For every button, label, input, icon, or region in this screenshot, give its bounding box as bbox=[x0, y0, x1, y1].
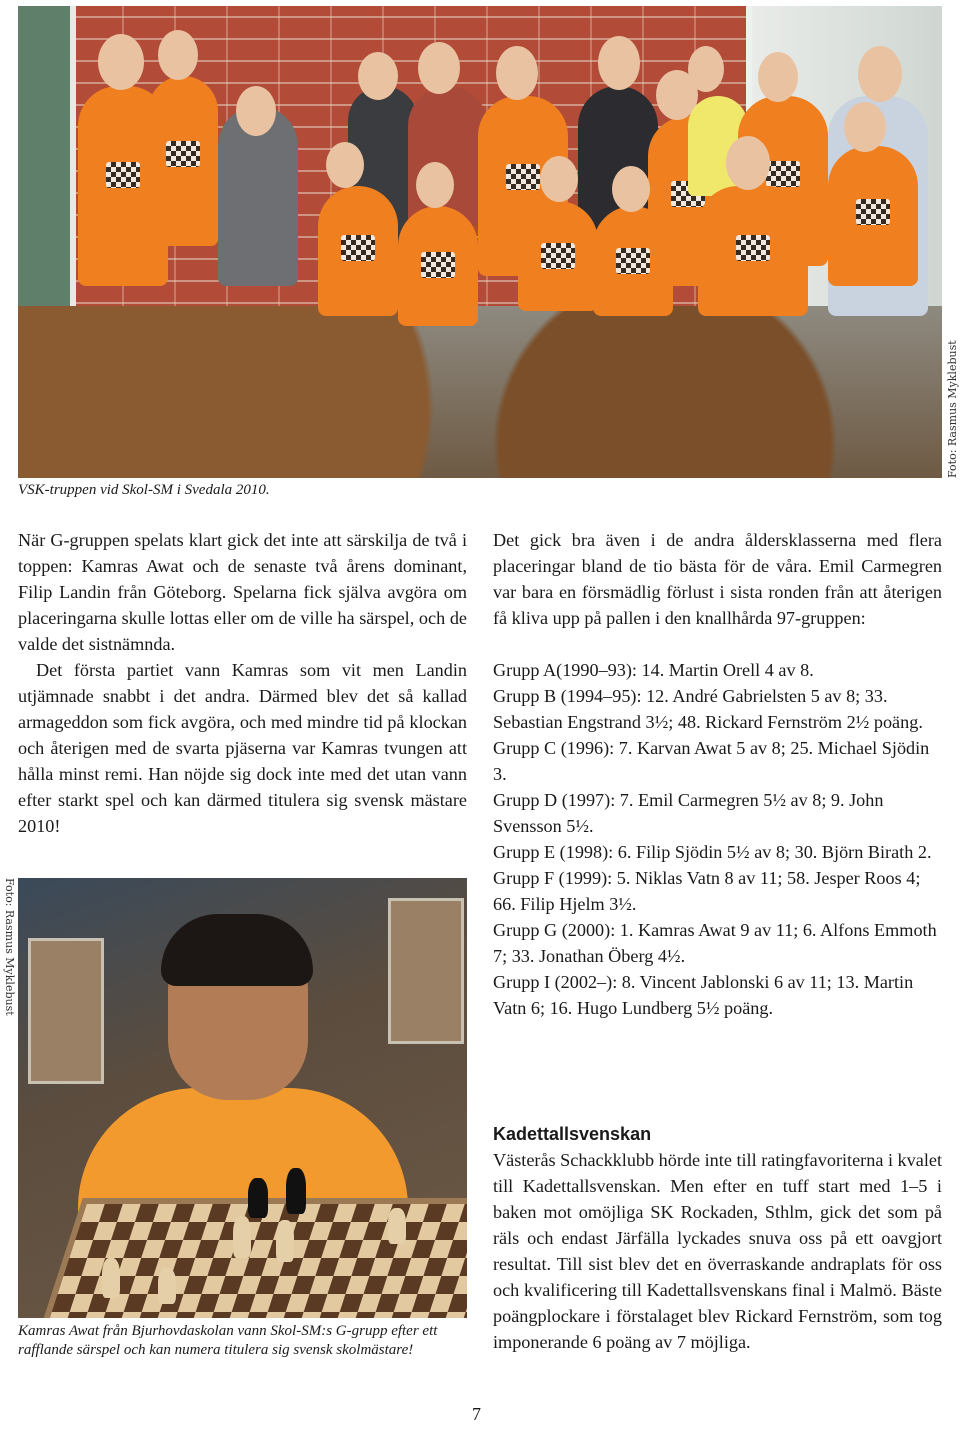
chess-piece bbox=[102, 1258, 120, 1298]
results-list bbox=[493, 657, 942, 1021]
chess-piece bbox=[286, 1168, 306, 1214]
leaf-covered-ground bbox=[18, 306, 942, 478]
right-article-column bbox=[493, 527, 942, 1021]
result-item: Grupp E (1998): 6. Filip Sjödin 5½ av 8; 30. Björn Birath 2. bbox=[493, 842, 932, 862]
person bbox=[828, 146, 918, 286]
person-head bbox=[726, 136, 770, 190]
person bbox=[318, 186, 398, 316]
article-paragraph: När G-gruppen spelats klart gick det inte att särskilja de två i toppen: Kamras Awat och de senaste två årens dominant, Filip Landin från Göteborg. Spelarna fick själva avgöra om placeringarna skulle lottas eller om de ville ha särspel, och de valde det sistnämnda. bbox=[18, 530, 467, 654]
person bbox=[698, 186, 808, 316]
chess-piece bbox=[233, 1216, 251, 1258]
chess-piece bbox=[158, 1268, 176, 1304]
section-heading: Kadettallsvenskan bbox=[493, 1124, 652, 1144]
chair bbox=[28, 938, 104, 1084]
person-head bbox=[858, 46, 902, 102]
person bbox=[148, 76, 218, 246]
person-head bbox=[598, 36, 640, 90]
person bbox=[518, 201, 598, 311]
kadett-section bbox=[493, 1124, 942, 1355]
person-head bbox=[98, 34, 144, 90]
section-paragraph: Västerås Schackklubb hörde inte till ratingfavoriterna i kvalet till Kadettallsvenskan. Men efter en tuff start med 1–5 i baken mot omöjliga SK Rockaden, Sthlm, gick det som på räls och endast Järfälla lyckades snuva oss på ett oavgjort resultat. Till sist blev det en överraskande andraplats för oss och kvalificering till Kadettallsvenskans final i Malmö. Bäste poängplockare i förstalaget blev Rickard Fernström, som tog imponerande 6 poäng av 7 möjliga. bbox=[493, 1150, 942, 1352]
person-head bbox=[540, 156, 578, 202]
photo-credit-top: Foto: Rasmus Myklebust bbox=[946, 340, 959, 478]
article-paragraph: Det första partiet vann Kamras som vit men Landin utjämnade snabbt i det andra. Därmed blev det så kallad armageddon som fick avgöra, och med mindre tid på klockan och återigen med de svarta pjäserna var Kamras tvungen att hålla minst remi. Han nöjde sig dock inte med det utan vann efter starkt spel och kan därmed titulera sig svensk mästare 2010! bbox=[18, 660, 467, 836]
photo-credit-bottom: Foto: Rasmus Myklebust bbox=[3, 878, 16, 1016]
person-head bbox=[236, 86, 276, 136]
result-item: Grupp D (1997): 7. Emil Carmegren 5½ av 8; 9. John Svensson 5½. bbox=[493, 790, 884, 836]
person bbox=[408, 86, 488, 226]
chess-piece bbox=[248, 1178, 268, 1218]
photo-caption-top: VSK-truppen vid Skol-SM i Svedala 2010. bbox=[18, 482, 270, 498]
person-head bbox=[758, 52, 798, 102]
person-head bbox=[418, 42, 460, 94]
result-item: Grupp B (1994–95): 12. André Gabrielsten 5 av 8; 33. Sebastian Engstrand 3½; 48. Rickard Fernström 2½ poäng. bbox=[493, 686, 923, 732]
chess-piece bbox=[388, 1208, 406, 1244]
person-head bbox=[688, 46, 724, 92]
player-hair bbox=[161, 914, 313, 986]
window-left bbox=[18, 6, 76, 326]
chess-player-photo bbox=[18, 878, 467, 1318]
team-photo bbox=[18, 6, 942, 478]
person-head bbox=[358, 52, 398, 100]
person bbox=[593, 206, 673, 316]
result-item: Grupp A(1990–93): 14. Martin Orell 4 av 8. bbox=[493, 660, 814, 680]
person-head bbox=[416, 162, 454, 208]
person-head bbox=[496, 46, 538, 100]
photo-caption-bottom: Kamras Awat från Bjurhovdaskolan vann Skol-SM:s G-grupp efter ett rafflande särspel och kan numera titulera sig svensk skolmästare! bbox=[18, 1323, 438, 1358]
person-head bbox=[844, 102, 886, 152]
person-head bbox=[612, 166, 650, 212]
person-head bbox=[158, 30, 198, 80]
left-article-column bbox=[18, 527, 467, 839]
result-item: Grupp F (1999): 5. Niklas Vatn 8 av 11; 58. Jesper Roos 4; 66. Filip Hjelm 3½. bbox=[493, 868, 921, 914]
chess-piece bbox=[276, 1220, 294, 1262]
person bbox=[398, 206, 478, 326]
person-head bbox=[326, 142, 364, 188]
result-item: Grupp C (1996): 7. Karvan Awat 5 av 8; 25. Michael Sjödin 3. bbox=[493, 738, 930, 784]
page-number: 7 bbox=[472, 1404, 481, 1424]
intro-paragraph: Det gick bra även i de andra åldersklasserna med flera placeringar bland de tio bästa för de våra. Emil Carmegren var bara en försmädlig förlust i sista ronden från att återigen få kliva upp på pallen i den knallhårda 97-gruppen: bbox=[493, 530, 942, 628]
chair bbox=[388, 898, 464, 1044]
result-item: Grupp I (2002–): 8. Vincent Jablonski 6 av 11; 13. Martin Vatn 6; 16. Hugo Lundberg 5½ poäng. bbox=[493, 972, 914, 1018]
result-item: Grupp G (2000): 1. Kamras Awat 9 av 11; 6. Alfons Emmoth 7; 33. Jonathan Öberg 4½. bbox=[493, 920, 937, 966]
